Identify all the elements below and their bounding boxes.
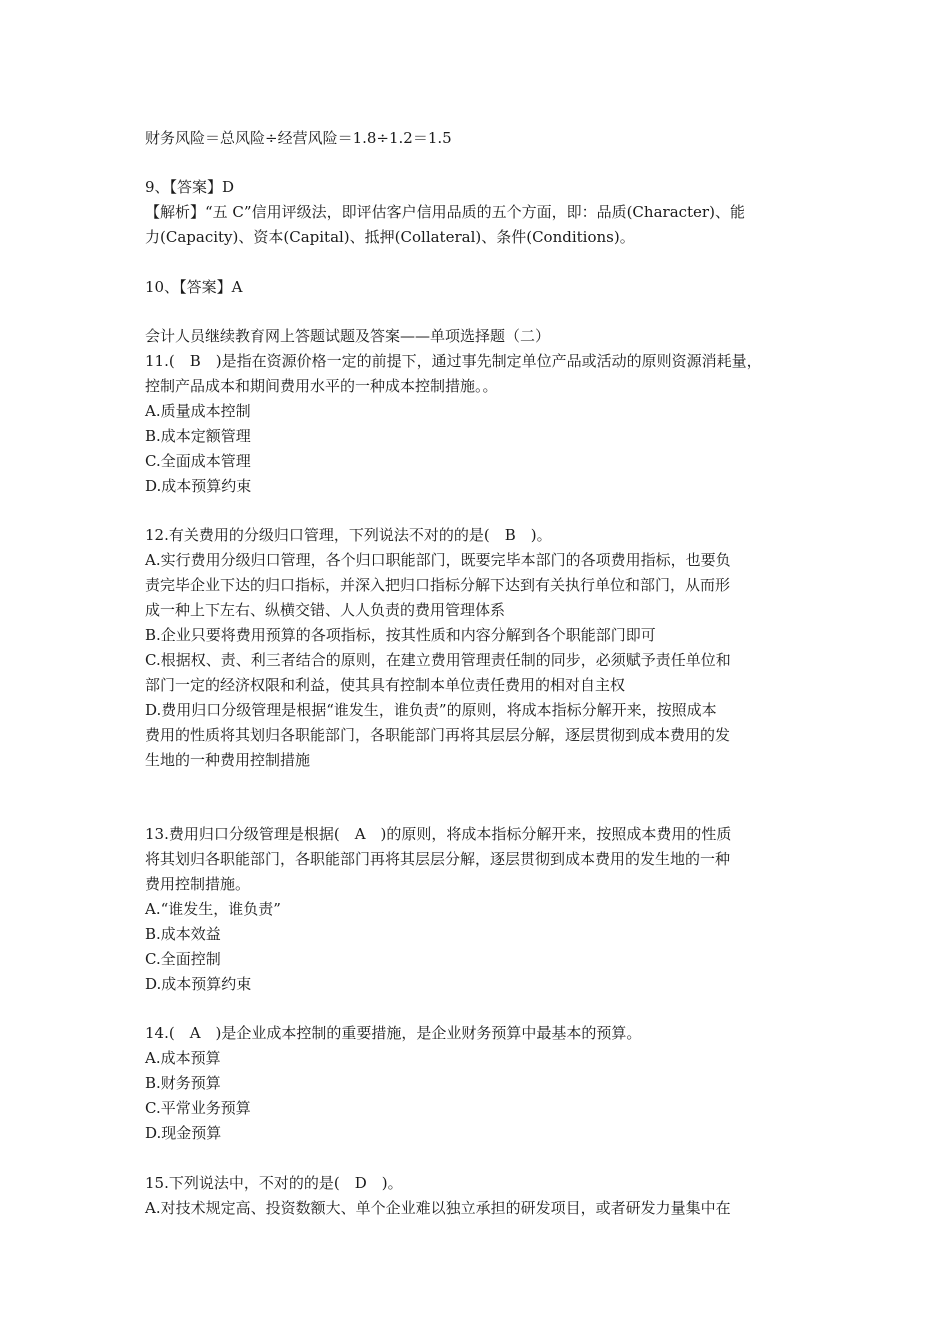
option-line: D.费用归口分级管理是根据“谁发生，谁负责”的原则，将成本指标分解开来，按照成本	[145, 701, 717, 719]
question-13: 13.费用归口分级管理是根据( A )的原则，将成本指标分解开来，按照成本费用的性质	[145, 825, 732, 843]
question-14: 14.( A )是企业成本控制的重要措施，是企业财务预算中最基本的预算。	[145, 1024, 642, 1042]
option-line: A.实行费用分级归口管理，各个归口职能部门，既要完毕本部门的各项费用指标，也要负	[145, 551, 731, 569]
text-line: 力(Capacity)、资本(Capital)、抵押(Collateral)、条件(Conditions)。	[145, 228, 635, 246]
document-page	[145, 0, 815, 1344]
text-line: 成一种上下左右、纵横交错、人人负责的费用管理体系	[145, 601, 506, 619]
option-line: C.全面成本管理	[145, 452, 251, 470]
text-line: 费用的性质将其划归各职能部门，各职能部门再将其层层分解，逐层贯彻到成本费用的发	[145, 726, 731, 744]
option-line: B.成本效益	[145, 925, 221, 943]
question-11: 11.( B )是指在资源价格一定的前提下，通过事先制定单位产品或活动的原则资源消耗量，	[145, 352, 762, 370]
option-line: C.平常业务预算	[145, 1099, 251, 1117]
question-15: 15.下列说法中，不对的的是( D )。	[145, 1174, 403, 1192]
text-line: 部门一定的经济权限和利益，使其具有控制本单位责任费用的相对自主权	[145, 676, 626, 694]
option-line: C.根据权、责、利三者结合的原则，在建立费用管理责任制的同步，必须赋予责任单位和	[145, 651, 731, 669]
option-line: C.全面控制	[145, 950, 221, 968]
option-line: B.企业只要将费用预算的各项指标，按其性质和内容分解到各个职能部门即可	[145, 626, 656, 644]
option-line: B.成本定额管理	[145, 427, 251, 445]
option-line: A.成本预算	[145, 1049, 221, 1067]
text-line: 【解析】“五 C”信用评级法，即评估客户信用品质的五个方面，即：品质(Character)、能	[145, 203, 745, 221]
option-line: D.现金预算	[145, 1124, 222, 1142]
text-line: 生地的一种费用控制措施	[145, 751, 311, 769]
section-title: 会计人员继续教育网上答题试题及答案——单项选择题（二）	[145, 327, 551, 345]
option-line: A.质量成本控制	[145, 402, 251, 420]
answer-10: 10、【答案】A	[145, 278, 243, 296]
text-line: 责完毕企业下达的归口指标，并深入把归口指标分解下达到有关执行单位和部门，从而形	[145, 576, 731, 594]
text-line: 费用控制措施。	[145, 875, 251, 893]
option-line: A.“谁发生，谁负责”	[145, 900, 281, 918]
text-line: 财务风险＝总风险÷经营风险＝1.8÷1.2＝1.5	[145, 129, 452, 147]
option-line: A.对技术规定高、投资数额大、单个企业难以独立承担的研发项目，或者研发力量集中在	[145, 1199, 731, 1217]
text-line: 将其划归各职能部门，各职能部门再将其层层分解，逐层贯彻到成本费用的发生地的一种	[145, 850, 731, 868]
question-12: 12.有关费用的分级归口管理，下列说法不对的的是( B )。	[145, 526, 552, 544]
text-line: 控制产品成本和期间费用水平的一种成本控制措施。。	[145, 377, 498, 395]
option-line: B.财务预算	[145, 1074, 221, 1092]
answer-9: 9、【答案】D	[145, 178, 235, 196]
option-line: D.成本预算约束	[145, 477, 252, 495]
option-line: D.成本预算约束	[145, 975, 252, 993]
